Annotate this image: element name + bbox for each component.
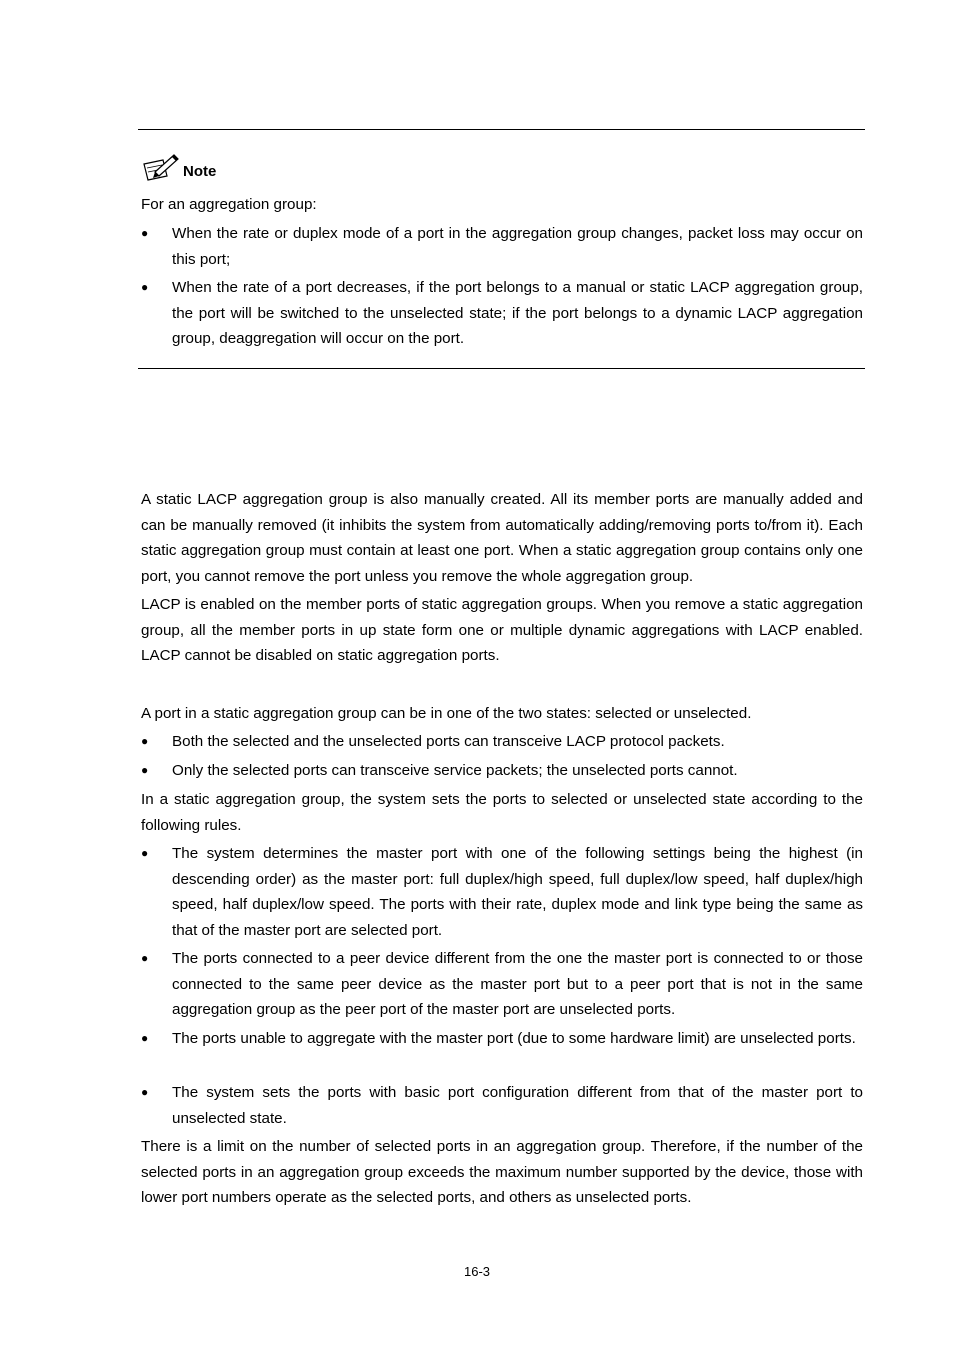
note-intro: For an aggregation group: bbox=[141, 196, 317, 213]
rule-list-item: ● The system determines the master port with one of the following settings being the highest (in descending order) as the master port: full duplex/high speed, full duplex/low speed, half duplex/high speed, half duplex/low speed. The ports with their rate, duplex mode and link type being the same as that of the master port are selected port. bbox=[141, 841, 863, 943]
paragraph-selection-rules: In a static aggregation group, the system sets the ports to selected or unselected state according to the following rules. bbox=[141, 791, 863, 834]
paragraph-lacp-enabled: LACP is enabled on the member ports of static aggregation groups. When you remove a static aggregation group, all the member ports in up state form one or multiple dynamic aggregations with LACP enabled. LACP cannot be disabled on static aggregation ports. bbox=[141, 596, 863, 664]
note-header bbox=[141, 148, 216, 182]
rule-list-item: ● The ports unable to aggregate with the master port (due to some hardware limit) are unselected ports. bbox=[141, 1026, 863, 1052]
note-list-item: ● When the rate of a port decreases, if the port belongs to a manual or static LACP aggregation group, the port will be switched to the unselected state; if the port belongs to a dynamic LACP aggregation group, deaggregation will occur on the port. bbox=[141, 275, 863, 352]
note-top-rule bbox=[138, 129, 865, 130]
state-list-item: ● Only the selected ports can transceive service packets; the unselected ports cannot. bbox=[141, 758, 863, 784]
note-bottom-rule bbox=[138, 368, 865, 369]
bullet-dot-icon: ● bbox=[141, 1085, 149, 1099]
page-number: 16-3 bbox=[463, 1264, 491, 1279]
bullet-dot-icon: ● bbox=[141, 763, 149, 777]
paragraph-port-states: A port in a static aggregation group can be in one of the two states: selected or unselected. bbox=[141, 705, 752, 722]
rule-list-item: ● The ports connected to a peer device different from the one the master port is connected to or those connected to the same peer device as the master port but to a peer port that is not in the same aggregation group as the peer port of the master port are unselected ports. bbox=[141, 946, 863, 1023]
paragraph-selected-limit: There is a limit on the number of selected ports in an aggregation group. Therefore, if the number of the selected ports in an aggregation group exceeds the maximum number supported by the device, those with lower port numbers operate as the selected ports, and others as unselected ports. bbox=[141, 1138, 863, 1206]
note-pencil-icon bbox=[141, 152, 179, 182]
bullet-dot-icon: ● bbox=[141, 951, 149, 965]
note-list-item: ● When the rate or duplex mode of a port in the aggregation group changes, packet loss may occur on this port; bbox=[141, 221, 863, 272]
bullet-dot-icon: ● bbox=[141, 226, 149, 240]
bullet-dot-icon: ● bbox=[141, 280, 149, 294]
note-label: Note bbox=[183, 163, 217, 180]
state-list-item: ● Both the selected and the unselected ports can transceive LACP protocol packets. bbox=[141, 729, 863, 755]
paragraph-static-lacp: A static LACP aggregation group is also manually created. All its member ports are manually added and can be manually removed (it inhibits the system from automatically adding/removing ports to/from it). Each static aggregation group must contain at least one port. When a static aggregation group contains only one port, you cannot remove the port unless you remove the whole aggregation group. bbox=[141, 491, 863, 585]
bullet-dot-icon: ● bbox=[141, 1031, 149, 1045]
bullet-dot-icon: ● bbox=[141, 734, 149, 748]
rule-list-item: ● The system sets the ports with basic port configuration different from that of the master port to unselected state. bbox=[141, 1080, 863, 1131]
bullet-dot-icon: ● bbox=[141, 846, 149, 860]
